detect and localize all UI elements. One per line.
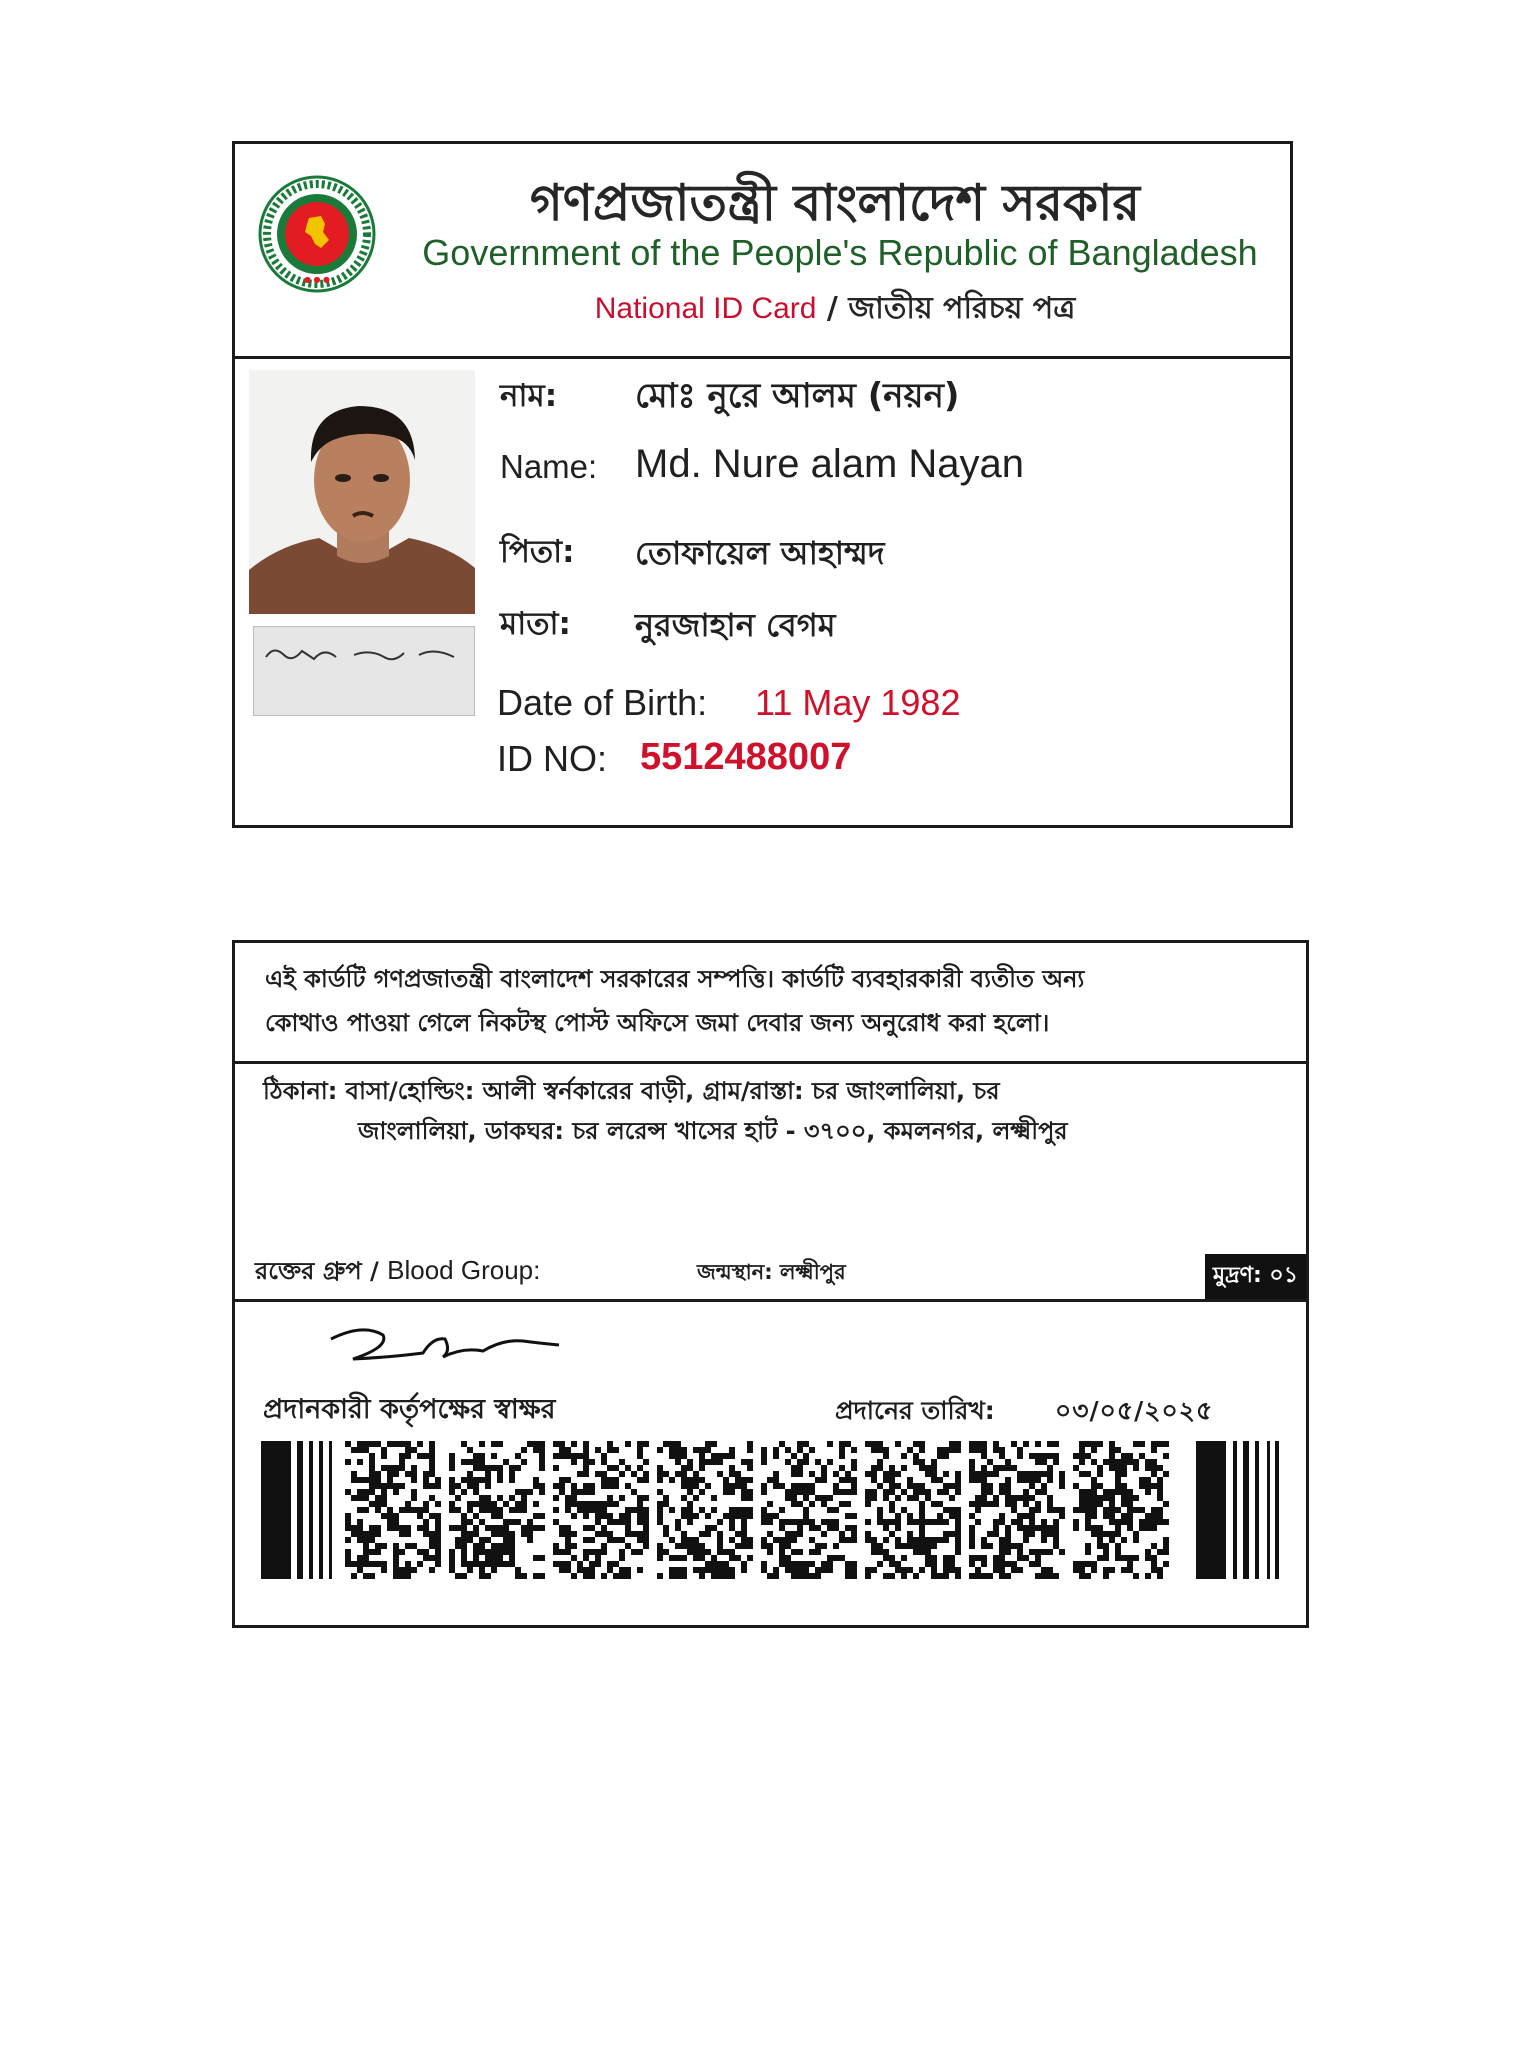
card-type-separator: / xyxy=(816,291,849,326)
card-header xyxy=(235,144,1290,359)
issue-date-value: ০৩/০৫/২০২৫ xyxy=(1055,1396,1214,1425)
id-card-front xyxy=(232,141,1293,828)
blood-group xyxy=(255,1253,540,1293)
mother-value: নুরজাহান বেগম xyxy=(635,606,836,644)
name-english-value: Md. Nure alam Nayan xyxy=(635,442,1025,486)
name-bangla-value: মোঃ নুরে আলম (নয়ন) xyxy=(635,376,960,416)
card-type-bangla: জাতীয় পরিচয় পত্র xyxy=(848,291,1076,326)
birthplace: জন্মস্থান: লক্ষ্মীপুর xyxy=(697,1260,846,1284)
portrait-photo xyxy=(249,370,475,614)
name-english-label: Name: xyxy=(500,448,598,485)
address-line-2: জাংলালিয়া, ডাকঘর: চর লরেন্স খাসের হাট - ৩৭০০, কমলনগর, লক্ষ্মীপুর xyxy=(358,1117,1068,1145)
ownership-notice xyxy=(235,943,1306,1064)
notice-line-1: এই কার্ডটি গণপ্রজাতন্ত্রী বাংলাদেশ সরকারের সম্পত্তি। কার্ডটি ব্যবহারকারী ব্যতীত অন্য xyxy=(265,965,1085,993)
id-card-back xyxy=(232,940,1309,1628)
holder-signature xyxy=(253,626,475,716)
card-type xyxy=(405,284,1265,335)
father-label: পিতা: xyxy=(500,534,575,570)
dob-label: Date of Birth: xyxy=(497,682,708,723)
title-english: Government of the People's Republic of Bangladesh xyxy=(422,232,1258,273)
blood-group-label-english: Blood Group: xyxy=(387,1255,541,1285)
address-section xyxy=(235,1061,1306,1302)
address-line-1: ঠিকানা: বাসা/হোল্ডিং: আলী স্বর্নকারের বাড়ী, গ্রাম/রাস্তা: চর জাংলালিয়া, চর xyxy=(263,1077,1000,1105)
notice-line-2: কোথাও পাওয়া গেলে নিকটস্থ পোস্ট অফিসে জমা দেবার জন্য অনুরোধ করা হলো। xyxy=(265,1009,1050,1037)
bangladesh-government-emblem-icon xyxy=(257,174,377,294)
father-value: তোফায়েল আহাম্মদ xyxy=(635,534,885,572)
issuer-signature-label: প্রদানকারী কর্তৃপক্ষের স্বাক্ষর xyxy=(263,1394,556,1425)
issuer-signature xyxy=(323,1317,583,1385)
name-bangla-label: নাম: xyxy=(500,378,558,414)
dob-value: 11 May 1982 xyxy=(755,682,961,723)
title-bangla: গণপ্রজাতন্ত্রী বাংলাদেশ সরকার xyxy=(530,174,1140,232)
mother-label: মাতা: xyxy=(500,606,571,642)
id-number-value: 5512488007 xyxy=(640,736,852,778)
svg-text:● ● ●: ● ● ● xyxy=(303,275,331,284)
issue-date-label: প্রদানের তারিখ: xyxy=(835,1396,995,1425)
card-type-english: National ID Card xyxy=(594,292,817,325)
blood-group-label-bangla: রক্তের গ্রুপ / xyxy=(255,1257,388,1285)
id-number-label: ID NO: xyxy=(497,738,608,779)
pdf417-barcode xyxy=(261,1441,1281,1579)
print-count-badge: মুদ্রণ: ০১ xyxy=(1205,1254,1306,1299)
